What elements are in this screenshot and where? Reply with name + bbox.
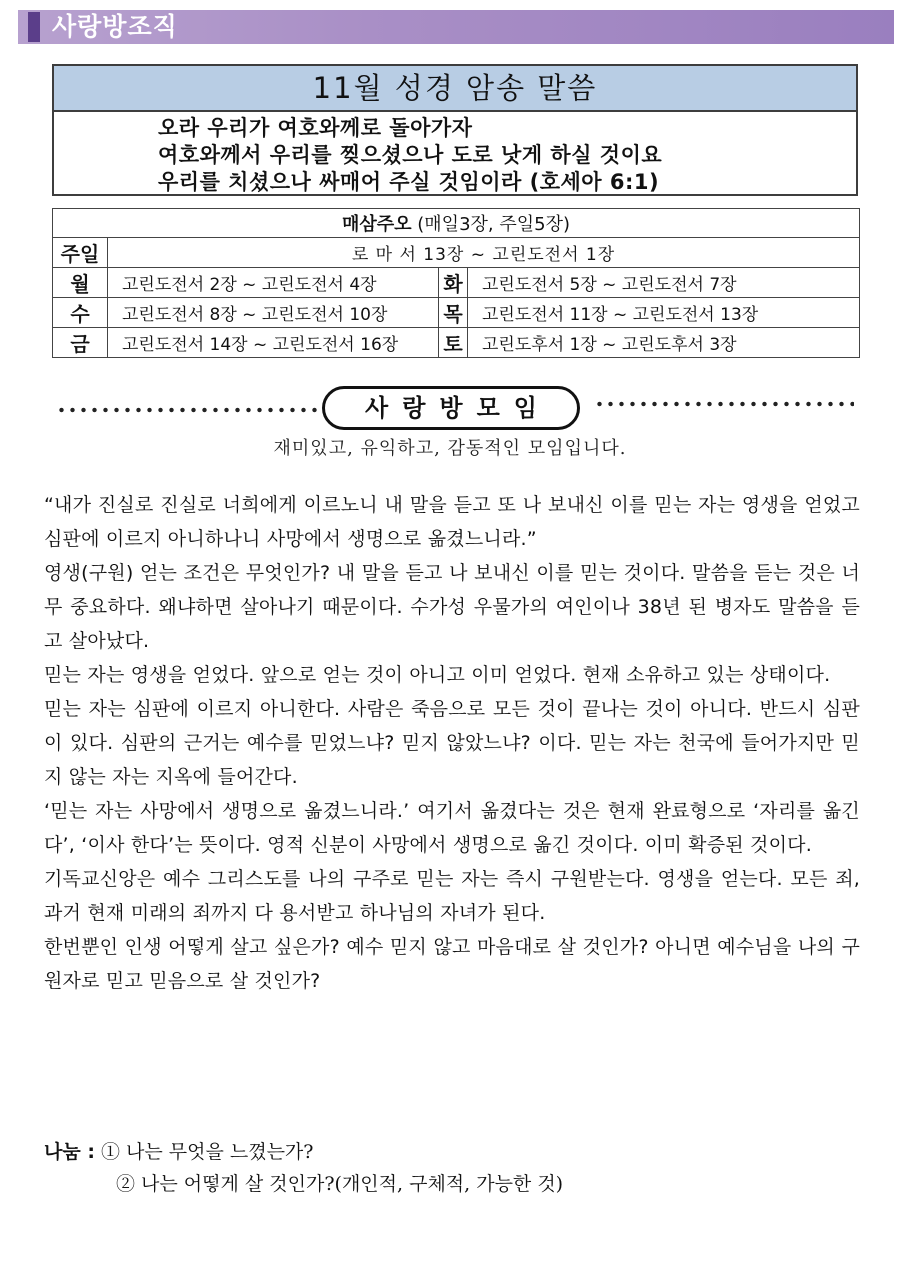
table-row <box>53 268 860 298</box>
article-paragraph: ‘믿는 자는 사망에서 생명으로 옮겼느니라.’ 여기서 옮겼다는 것은 현재 완료형으로 ‘자리를 옮긴다’, ‘이사 한다’는 뜻이다. 영적 신분이 사망에서 생명으로 옮긴 것이다. 이미 확증된 것이다. <box>44 800 860 856</box>
memory-verse-line: 오라 우리가 여호와께로 돌아가자 <box>158 116 473 140</box>
meeting-label-pill: 사랑방모임 <box>322 386 580 430</box>
dotted-divider-left <box>56 406 318 414</box>
sharing-label: 나눔 : <box>44 1141 95 1163</box>
reading-range: 고린도후서 1장 ~ 고린도후서 3장 <box>468 328 860 358</box>
reading-plan-title-rest: (매일3장, 주일5장) <box>411 214 570 235</box>
day-label: 화 <box>439 268 468 298</box>
reading-plan-table <box>52 208 860 358</box>
section-header <box>18 4 894 46</box>
sharing-row <box>44 1136 563 1168</box>
day-label: 금 <box>53 328 108 358</box>
sharing-question: ① 나는 무엇을 느꼈는가? <box>100 1141 314 1163</box>
table-row <box>53 238 860 268</box>
sharing-row <box>44 1168 563 1200</box>
reading-range: 고린도전서 5장 ~ 고린도전서 7장 <box>468 268 860 298</box>
meeting-subtitle: 재미있고, 유익하고, 감동적인 모임입니다. <box>273 438 627 459</box>
dotted-divider-right <box>594 400 854 408</box>
article-paragraph: 믿는 자는 영생을 얻었다. 앞으로 얻는 것이 아니고 이미 얻었다. 현재 소유하고 있는 상태이다. <box>44 664 831 686</box>
day-label: 목 <box>439 298 468 328</box>
reading-range: 고린도전서 11장 ~ 고린도전서 13장 <box>468 298 860 328</box>
reading-range: 고린도전서 14장 ~ 고린도전서 16장 <box>108 328 439 358</box>
reading-range: 고린도전서 8장 ~ 고린도전서 10장 <box>108 298 439 328</box>
memory-verse-box <box>52 64 858 196</box>
memory-verse-line: 우리를 치셨으나 싸매어 주실 것임이라 (호세아 6:1) <box>158 170 660 194</box>
reading-plan-title-bold: 매삼주오 <box>341 214 412 235</box>
header-accent <box>28 12 40 42</box>
day-label: 수 <box>53 298 108 328</box>
day-label: 주일 <box>53 238 108 268</box>
sharing-question: ② 나는 어떻게 살 것인가?(개인적, 구체적, 가능한 것) <box>116 1173 564 1195</box>
article-paragraph: 믿는 자는 심판에 이르지 아니한다. 사람은 죽음으로 모든 것이 끝나는 것이 아니다. 반드시 심판이 있다. 심판의 근거는 예수를 믿었느냐? 믿지 않았느냐? 이다. 믿는 자는 천국에 들어가지만 믿지 않는 자는 지옥에 들어간다. <box>44 698 860 788</box>
article-paragraph: 영생(구원) 얻는 조건은 무엇인가? 내 말을 듣고 나 보내신 이를 믿는 것이다. 말씀을 듣는 것은 너무 중요하다. 왜냐하면 살아나기 때문이다. 수가성 우물가의 여인이나 38년 된 병자도 말씀을 듣고 살아났다. <box>44 562 860 652</box>
reading-range: 로 마 서 13장 ~ 고린도전서 1장 <box>108 238 860 268</box>
memory-verse-heading: 11월 성경 암송 말씀 <box>54 66 856 112</box>
article-paragraph: 기독교신앙은 예수 그리스도를 나의 구주로 믿는 자는 즉시 구원받는다. 영생을 얻는다. 모든 죄, 과거 현재 미래의 죄까지 다 용서받고 하나님의 자녀가 된다. <box>44 868 860 924</box>
section-title: 사랑방조직 <box>52 12 178 41</box>
day-label: 토 <box>439 328 468 358</box>
memory-verse-line: 여호와께서 우리를 찢으셨으나 도로 낫게 하실 것이요 <box>158 143 663 167</box>
article-paragraph: “내가 진실로 진실로 너희에게 이르노니 내 말을 듣고 또 나 보내신 이를 믿는 자는 영생을 얻었고 심판에 이르지 아니하나니 사망에서 생명으로 옮겼느니라.” <box>44 494 860 550</box>
memory-verse-body <box>54 112 856 196</box>
reading-plan-title-row <box>53 209 860 238</box>
table-row <box>53 328 860 358</box>
sharing-questions <box>44 1136 563 1200</box>
article-body <box>44 488 860 998</box>
reading-range: 고린도전서 2장 ~ 고린도전서 4장 <box>108 268 439 298</box>
article-paragraph: 한번뿐인 인생 어떻게 살고 싶은가? 예수 믿지 않고 마음대로 살 것인가? 아니면 예수님을 나의 구원자로 믿고 믿음으로 살 것인가? <box>44 936 860 992</box>
day-label: 월 <box>53 268 108 298</box>
table-row <box>53 298 860 328</box>
reading-plan-title <box>53 209 860 238</box>
